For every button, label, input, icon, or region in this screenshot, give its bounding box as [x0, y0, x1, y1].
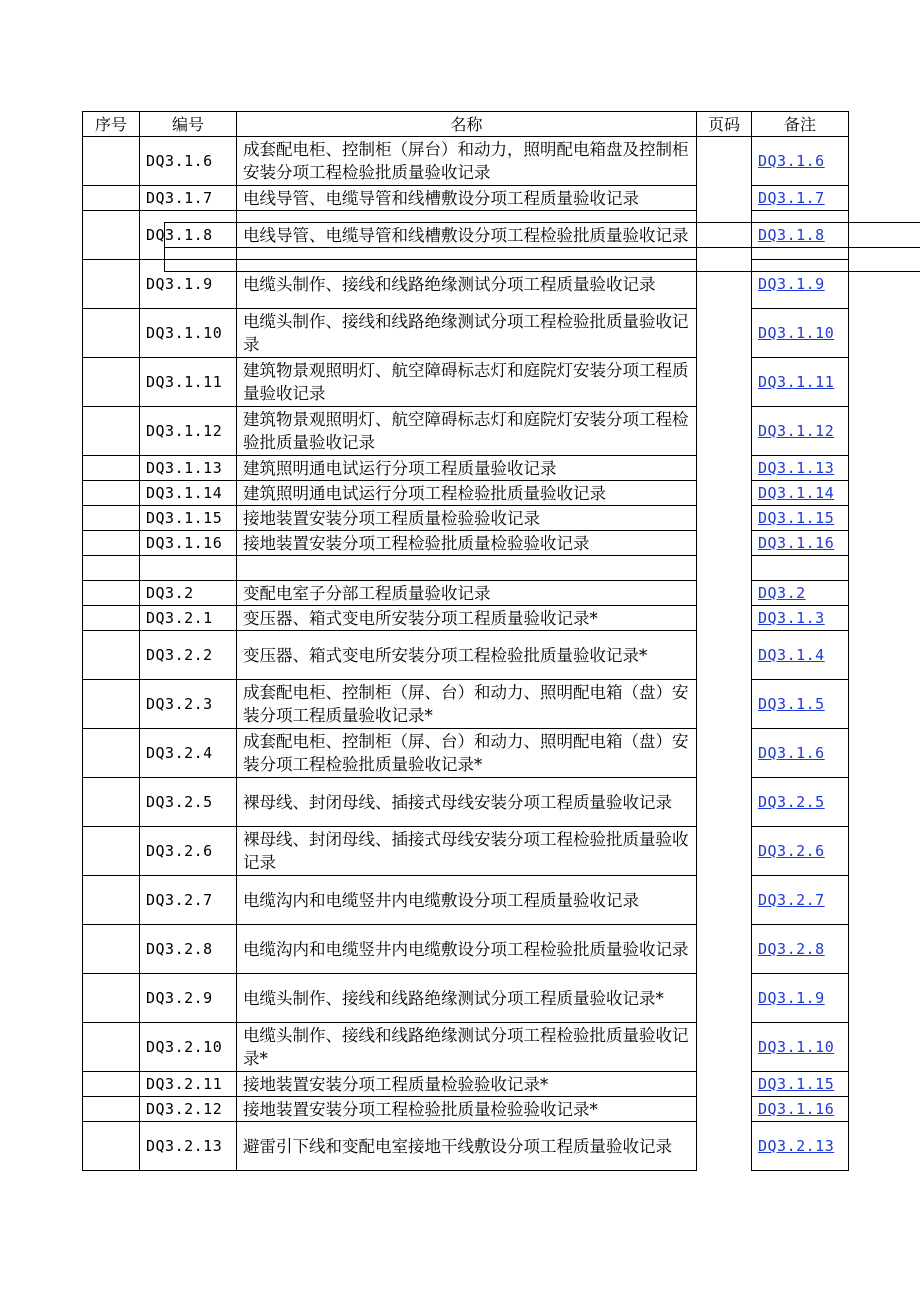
cell-code: DQ3.2.12 [140, 1097, 237, 1122]
cell-name: 接地装置安装分项工程检验批质量检验验收记录 [237, 531, 697, 556]
table-row [83, 974, 849, 1023]
table-row [83, 581, 849, 606]
cell-seq [83, 1072, 140, 1097]
table-row [83, 481, 849, 506]
cell-seq [83, 137, 140, 186]
cell-code: DQ3.1.11 [140, 358, 237, 407]
cell-note [752, 556, 849, 581]
note-link[interactable]: DQ3.2 [758, 583, 806, 602]
cell-code: DQ3.2.13 [140, 1122, 237, 1171]
table-row [83, 827, 849, 876]
cell-code: DQ3.2.5 [140, 778, 237, 827]
note-link[interactable]: DQ3.1.15 [758, 508, 835, 527]
note-link[interactable]: DQ3.1.9 [758, 274, 825, 293]
cell-code: DQ3.2.2 [140, 631, 237, 680]
note-link[interactable]: DQ3.1.9 [758, 988, 825, 1007]
table-header-row [83, 112, 849, 137]
cell-name: 建筑照明通电试运行分项工程质量验收记录 [237, 456, 697, 481]
cell-name: 变压器、箱式变电所安装分项工程检验批质量验收记录* [237, 631, 697, 680]
cell-name: 接地装置安装分项工程质量检验验收记录 [237, 506, 697, 531]
table-row [83, 778, 849, 827]
cell-seq [83, 531, 140, 556]
cell-code: DQ3.1.14 [140, 481, 237, 506]
table-row [83, 506, 849, 531]
table-row [83, 137, 849, 186]
cell-name: 成套配电柜、控制柜（屏、台）和动力、照明配电箱（盘）安装分项工程质量验收记录* [237, 680, 697, 729]
cell-seq [83, 506, 140, 531]
note-link[interactable]: DQ3.1.10 [758, 323, 835, 342]
cell-note [752, 481, 849, 506]
cell-note [752, 407, 849, 456]
cell-name: 变压器、箱式变电所安装分项工程质量验收记录* [237, 606, 697, 631]
cell-seq [83, 407, 140, 456]
cell-note [752, 680, 849, 729]
cell-seq [83, 876, 140, 925]
cell-code: DQ3.2.11 [140, 1072, 237, 1097]
cell-name: 裸母线、封闭母线、插接式母线安装分项工程检验批质量验收记录 [237, 827, 697, 876]
cell-name: 接地装置安装分项工程检验批质量检验验收记录* [237, 1097, 697, 1122]
cell-note [752, 456, 849, 481]
note-link[interactable]: DQ3.1.13 [758, 458, 835, 477]
cell-code: DQ3.2.6 [140, 827, 237, 876]
cell-note [752, 1023, 849, 1072]
cell-seq [83, 729, 140, 778]
table-row [83, 309, 849, 358]
cell-seq [83, 211, 140, 260]
cell-code [140, 556, 237, 581]
cell-seq [83, 925, 140, 974]
note-link[interactable]: DQ3.1.7 [758, 188, 825, 207]
cell-note [752, 606, 849, 631]
cell-page [164, 222, 920, 272]
cell-name: 接地装置安装分项工程质量检验验收记录* [237, 1072, 697, 1097]
cell-note [752, 186, 849, 211]
cell-code: DQ3.1.16 [140, 531, 237, 556]
cell-note [752, 1097, 849, 1122]
cell-seq [83, 1023, 140, 1072]
note-link[interactable]: DQ3.1.16 [758, 1099, 835, 1118]
cell-name: 建筑物景观照明灯、航空障碍标志灯和庭院灯安装分项工程检验批质量验收记录 [237, 407, 697, 456]
table-row [83, 1122, 849, 1171]
cell-note [752, 925, 849, 974]
cell-note [752, 506, 849, 531]
note-link[interactable]: DQ3.2.5 [758, 792, 825, 811]
note-link[interactable]: DQ3.1.6 [758, 151, 825, 170]
cell-name: 电缆头制作、接线和线路绝缘测试分项工程检验批质量验收记录 [237, 309, 697, 358]
cell-name: 建筑物景观照明灯、航空障碍标志灯和庭院灯安装分项工程质量验收记录 [237, 358, 697, 407]
cell-note [752, 309, 849, 358]
note-link[interactable]: DQ3.1.5 [758, 694, 825, 713]
table-row [83, 631, 849, 680]
cell-seq [83, 309, 140, 358]
note-link[interactable]: DQ3.1.8 [758, 225, 825, 244]
cell-code: DQ3.1.10 [140, 309, 237, 358]
note-link[interactable]: DQ3.1.15 [758, 1074, 835, 1093]
cell-seq [83, 186, 140, 211]
note-link[interactable]: DQ3.1.16 [758, 533, 835, 552]
note-link[interactable]: DQ3.1.14 [758, 483, 835, 502]
cell-seq [83, 974, 140, 1023]
cell-code: DQ3.1.9 [140, 260, 237, 309]
note-link[interactable]: DQ3.1.3 [758, 608, 825, 627]
cell-code: DQ3.2.4 [140, 729, 237, 778]
table-row [83, 1023, 849, 1072]
cell-name: 裸母线、封闭母线、插接式母线安装分项工程质量验收记录 [237, 778, 697, 827]
note-link[interactable]: DQ3.1.4 [758, 645, 825, 664]
cell-seq [83, 581, 140, 606]
cell-name: 电线导管、电缆导管和线槽敷设分项工程质量验收记录 [237, 186, 697, 211]
cell-note [752, 531, 849, 556]
cell-code: DQ3.2.10 [140, 1023, 237, 1072]
note-link[interactable]: DQ3.2.8 [758, 939, 825, 958]
cell-code: DQ3.2.7 [140, 876, 237, 925]
cell-note [752, 358, 849, 407]
cell-code: DQ3.1.15 [140, 506, 237, 531]
cell-code: DQ3.1.7 [140, 186, 237, 211]
note-link[interactable]: DQ3.1.10 [758, 1037, 835, 1056]
table-row [83, 186, 849, 211]
cell-seq [83, 1122, 140, 1171]
cell-note [752, 1122, 849, 1171]
table-row [83, 531, 849, 556]
table-row [83, 1072, 849, 1097]
cell-name: 电缆头制作、接线和线路绝缘测试分项工程检验批质量验收记录* [237, 1023, 697, 1072]
note-link[interactable]: DQ3.2.7 [758, 890, 825, 909]
table-row [83, 407, 849, 456]
cell-code: DQ3.1.13 [140, 456, 237, 481]
cell-name: 电缆沟内和电缆竖井内电缆敷设分项工程质量验收记录 [237, 876, 697, 925]
cell-note [752, 876, 849, 925]
cell-name: 成套配电柜、控制柜（屏台）和动力，照明配电箱盘及控制柜安装分项工程检验批质量验收记录 [237, 137, 697, 186]
header-name: 名称 [237, 112, 697, 137]
cell-note [752, 581, 849, 606]
cell-name: 建筑照明通电试运行分项工程检验批质量验收记录 [237, 481, 697, 506]
table-row [83, 680, 849, 729]
cell-note [752, 974, 849, 1023]
table-body [83, 137, 849, 1171]
record-index-table [82, 111, 849, 1171]
cell-code: DQ3.2.1 [140, 606, 237, 631]
table-row [83, 358, 849, 407]
cell-name: 电线导管、电缆导管和线槽敷设分项工程检验批质量验收记录 [237, 211, 697, 260]
cell-code: DQ3.2.9 [140, 974, 237, 1023]
table-row [83, 729, 849, 778]
cell-seq [83, 1097, 140, 1122]
table-row [83, 925, 849, 974]
note-link[interactable]: DQ3.1.12 [758, 421, 835, 440]
cell-seq [83, 606, 140, 631]
cell-code: DQ3.2.8 [140, 925, 237, 974]
cell-seq [83, 481, 140, 506]
cell-code: DQ3.1.8 [140, 211, 237, 260]
cell-note [752, 729, 849, 778]
cell-seq [83, 456, 140, 481]
cell-name: 避雷引下线和变配电室接地干线敷设分项工程质量验收记录 [237, 1122, 697, 1171]
cell-name: 成套配电柜、控制柜（屏、台）和动力、照明配电箱（盘）安装分项工程检验批质量验收记录* [237, 729, 697, 778]
header-code: 编号 [140, 112, 237, 137]
cell-name: 电缆头制作、接线和线路绝缘测试分项工程质量验收记录 [237, 260, 697, 309]
table-row [83, 456, 849, 481]
header-seq: 序号 [83, 112, 140, 137]
document-page [82, 111, 848, 1171]
cell-seq [83, 260, 140, 309]
cell-code: DQ3.1.12 [140, 407, 237, 456]
cell-note [752, 827, 849, 876]
table-row [83, 876, 849, 925]
cell-code: DQ3.2.3 [140, 680, 237, 729]
note-link[interactable]: DQ3.1.6 [758, 743, 825, 762]
table-row [83, 606, 849, 631]
cell-seq [83, 556, 140, 581]
cell-seq [83, 358, 140, 407]
note-link[interactable]: DQ3.1.11 [758, 372, 835, 391]
header-page: 页码 [697, 112, 752, 137]
cell-seq [83, 778, 140, 827]
cell-code: DQ3.2 [140, 581, 237, 606]
cell-note [752, 1072, 849, 1097]
note-link[interactable]: DQ3.2.13 [758, 1136, 835, 1155]
table-row [83, 556, 849, 581]
note-link[interactable]: DQ3.2.6 [758, 841, 825, 860]
cell-name: 电缆头制作、接线和线路绝缘测试分项工程质量验收记录* [237, 974, 697, 1023]
cell-name [237, 556, 697, 581]
cell-note [752, 778, 849, 827]
cell-note [752, 137, 849, 186]
cell-name: 变配电室子分部工程质量验收记录 [237, 581, 697, 606]
cell-note [752, 631, 849, 680]
cell-name: 电缆沟内和电缆竖井内电缆敷设分项工程检验批质量验收记录 [237, 925, 697, 974]
table-row [83, 1097, 849, 1122]
cell-seq [83, 631, 140, 680]
cell-seq [83, 827, 140, 876]
cell-seq [83, 680, 140, 729]
header-note: 备注 [752, 112, 849, 137]
cell-code: DQ3.1.6 [140, 137, 237, 186]
